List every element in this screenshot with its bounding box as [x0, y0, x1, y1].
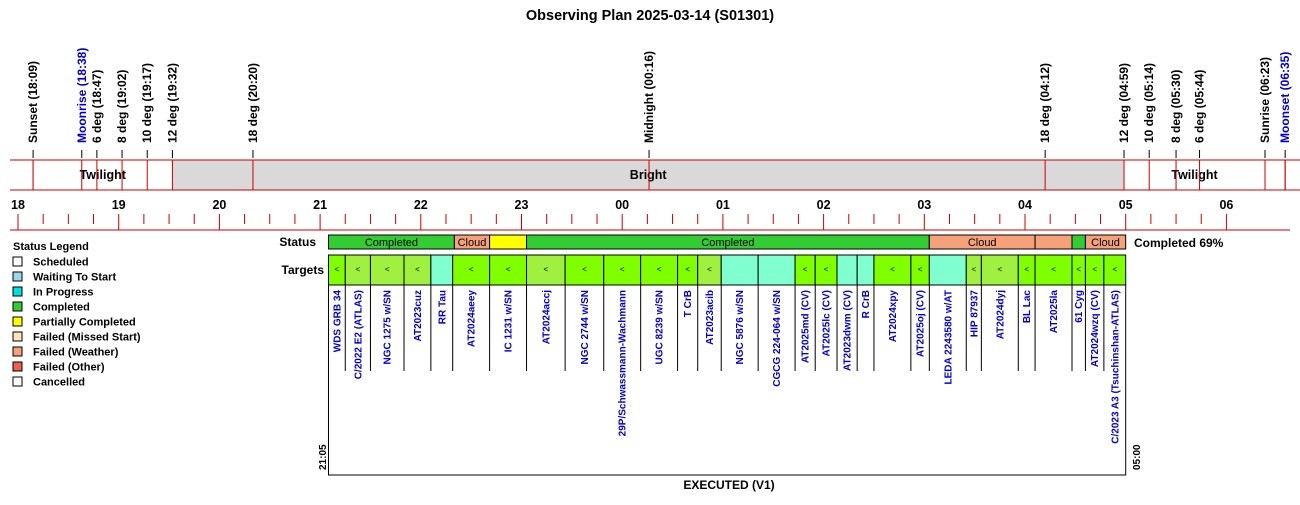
block-start-label: 21:05 — [318, 444, 329, 470]
target-mark-7: < — [543, 265, 549, 274]
event-label-14: Moonset (06:35) — [1278, 51, 1293, 143]
target-name-18: R CrB — [861, 290, 873, 319]
legend-swatch-0 — [13, 257, 22, 266]
block-end-label: 05:00 — [1132, 444, 1143, 470]
legend-swatch-7 — [13, 362, 22, 371]
hour-label-10: 04 — [1018, 198, 1032, 212]
target-name-7: AT2024accj — [541, 290, 553, 345]
event-label-9: 12 deg (04:59) — [1117, 62, 1132, 143]
legend-title: Status Legend — [13, 241, 89, 253]
target-name-3: AT2023cuz — [412, 290, 424, 342]
completed-summary: Completed 69% — [1134, 236, 1224, 250]
legend-swatch-4 — [13, 317, 22, 326]
target-name-16: AT2025lc (CV) — [821, 290, 833, 357]
target-mark-16: < — [823, 265, 829, 274]
target-mark-15: < — [802, 265, 808, 274]
target-name-12: AT2023acib — [704, 290, 716, 345]
hour-label-8: 02 — [816, 198, 831, 212]
target-mark-27: < — [1092, 265, 1097, 274]
target-mark-8: < — [582, 265, 587, 274]
target-name-22: HIP 87937 — [969, 290, 981, 338]
target-name-9: 29P/Schwassmann-Wachmann — [617, 290, 629, 437]
target-name-13: NGC 5876 w/SN — [735, 290, 747, 365]
status-row — [328, 235, 1125, 249]
target-mark-3: < — [415, 265, 420, 274]
event-label-3: 8 deg (19:02) — [115, 69, 130, 143]
target-name-10: UGC 8239 w/SN — [654, 290, 666, 365]
target-mark-19: < — [890, 265, 895, 274]
event-label-8: 18 deg (04:12) — [1038, 62, 1053, 143]
status-segment-7 — [1072, 235, 1085, 249]
targets-row — [328, 255, 1125, 285]
target-name-25: AT2025la — [1049, 290, 1061, 334]
target-mark-6: < — [505, 265, 511, 274]
target-mark-26: < — [1076, 265, 1082, 274]
target-name-17: AT2023dwm (CV) — [842, 290, 854, 371]
target-name-4: RR Tau — [437, 290, 449, 325]
target-mark-22: < — [971, 265, 977, 274]
target-cell-17 — [837, 255, 857, 285]
hour-label-2: 20 — [212, 198, 227, 212]
target-cell-13 — [721, 255, 758, 285]
hour-label-11: 05 — [1118, 198, 1133, 212]
hour-label-9: 03 — [917, 198, 932, 212]
target-mark-10: < — [656, 265, 662, 274]
legend-label-1: Waiting To Start — [33, 271, 117, 284]
legend-label-4: Partially Completed — [33, 316, 136, 329]
targets-row-label: Targets — [281, 263, 324, 277]
target-cell-21 — [929, 255, 966, 285]
target-mark-2: < — [384, 265, 390, 274]
target-name-24: BL Lac — [1022, 290, 1034, 324]
target-name-14: CGCG 224-064 w/SN — [772, 290, 784, 387]
legend-label-6: Failed (Weather) — [33, 346, 119, 359]
target-name-11: T CrB — [683, 290, 695, 318]
target-name-28: C/2023 A3 (Tsuchinshan-ATLAS) — [1110, 290, 1122, 444]
target-mark-25: < — [1051, 265, 1056, 274]
status-segment-6 — [1035, 235, 1072, 249]
target-name-19: AT2024xpy — [887, 290, 899, 343]
phase-label-1: Bright — [629, 168, 667, 182]
target-cell-14 — [758, 255, 795, 285]
status-label-3: Completed — [701, 237, 755, 249]
status-label-0: Completed — [364, 237, 419, 249]
target-mark-0: < — [334, 265, 340, 274]
target-name-27: AT2024wzq (CV) — [1090, 290, 1102, 368]
hour-label-12: 06 — [1219, 198, 1234, 212]
event-label-1: Moonrise (18:38) — [74, 47, 89, 143]
target-cell-4 — [431, 255, 453, 285]
status-label-1: Cloud — [457, 237, 487, 249]
target-name-6: IC 1231 w/SN — [503, 290, 515, 353]
status-row-label: Status — [279, 235, 316, 249]
phase-label-0: Twilight — [79, 168, 126, 182]
target-name-0: WDS GRB 34 — [332, 290, 344, 353]
legend-swatch-5 — [13, 332, 22, 341]
event-label-11: 8 deg (05:30) — [1169, 69, 1184, 143]
target-cell-18 — [857, 255, 874, 285]
hour-axis — [10, 198, 1290, 230]
event-label-4: 10 deg (19:17) — [140, 62, 155, 143]
status-segment-2 — [490, 235, 527, 249]
event-label-13: Sunrise (06:23) — [1258, 56, 1273, 143]
twilight-phase-bar — [10, 160, 1300, 190]
legend-label-0: Scheduled — [33, 256, 89, 269]
target-name-23: AT2024dyj — [995, 290, 1007, 340]
event-label-5: 12 deg (19:32) — [165, 62, 180, 143]
hour-label-0: 18 — [11, 198, 25, 212]
hour-label-1: 19 — [111, 198, 126, 212]
chart-title: Observing Plan 2025-03-14 (S01301) — [525, 8, 775, 24]
legend-swatch-1 — [13, 272, 22, 281]
block-footer: EXECUTED (V1) — [683, 478, 775, 492]
target-mark-9: < — [619, 265, 625, 274]
event-label-6: 18 deg (20:20) — [245, 62, 260, 143]
hour-label-6: 00 — [615, 198, 630, 212]
legend-label-2: In Progress — [33, 286, 94, 299]
target-mark-11: < — [685, 265, 690, 274]
target-mark-28: < — [1112, 265, 1118, 274]
legend-swatch-6 — [13, 347, 22, 356]
target-name-5: AT2024aeey — [466, 290, 478, 348]
target-mark-5: < — [468, 265, 474, 274]
legend-label-3: Completed — [33, 301, 90, 314]
status-label-5: Cloud — [967, 237, 997, 249]
legend-swatch-8 — [13, 377, 22, 386]
target-mark-24: < — [1024, 265, 1030, 274]
event-label-12: 6 deg (05:44) — [1192, 69, 1207, 143]
target-mark-23: < — [997, 265, 1003, 274]
status-label-8: Cloud — [1091, 237, 1120, 249]
hour-label-3: 21 — [313, 198, 328, 212]
target-name-26: 61 Cyg — [1074, 290, 1086, 323]
target-name-1: C/2022 E2 (ATLAS) — [353, 290, 365, 380]
hour-label-4: 22 — [413, 198, 428, 212]
executed-block — [328, 285, 1125, 475]
legend-label-8: Cancelled — [33, 376, 85, 389]
target-name-15: AT2025md (CV) — [800, 290, 812, 364]
event-label-10: 10 deg (05:14) — [1142, 62, 1157, 143]
target-name-21: LEDA 2243580 w/AT — [943, 290, 955, 385]
legend-swatch-3 — [13, 302, 22, 311]
target-name-2: NGC 1275 w/SN — [382, 290, 394, 365]
event-label-7: Midnight (00:16) — [642, 51, 657, 143]
target-mark-12: < — [707, 265, 712, 274]
phase-label-2: Twilight — [1171, 168, 1218, 182]
status-legend — [13, 241, 141, 389]
event-label-2: 6 deg (18:47) — [89, 69, 104, 143]
target-mark-20: < — [917, 265, 923, 274]
legend-label-5: Failed (Missed Start) — [33, 331, 141, 344]
legend-swatch-2 — [13, 287, 22, 296]
hour-label-5: 23 — [514, 198, 529, 212]
legend-label-7: Failed (Other) — [33, 361, 105, 374]
target-mark-1: < — [355, 265, 361, 274]
event-label-0: Sunset (18:09) — [26, 60, 41, 143]
target-name-20: AT2025oj (CV) — [915, 290, 927, 358]
target-name-8: NGC 2744 w/SN — [579, 290, 591, 365]
hour-label-7: 01 — [715, 198, 730, 212]
